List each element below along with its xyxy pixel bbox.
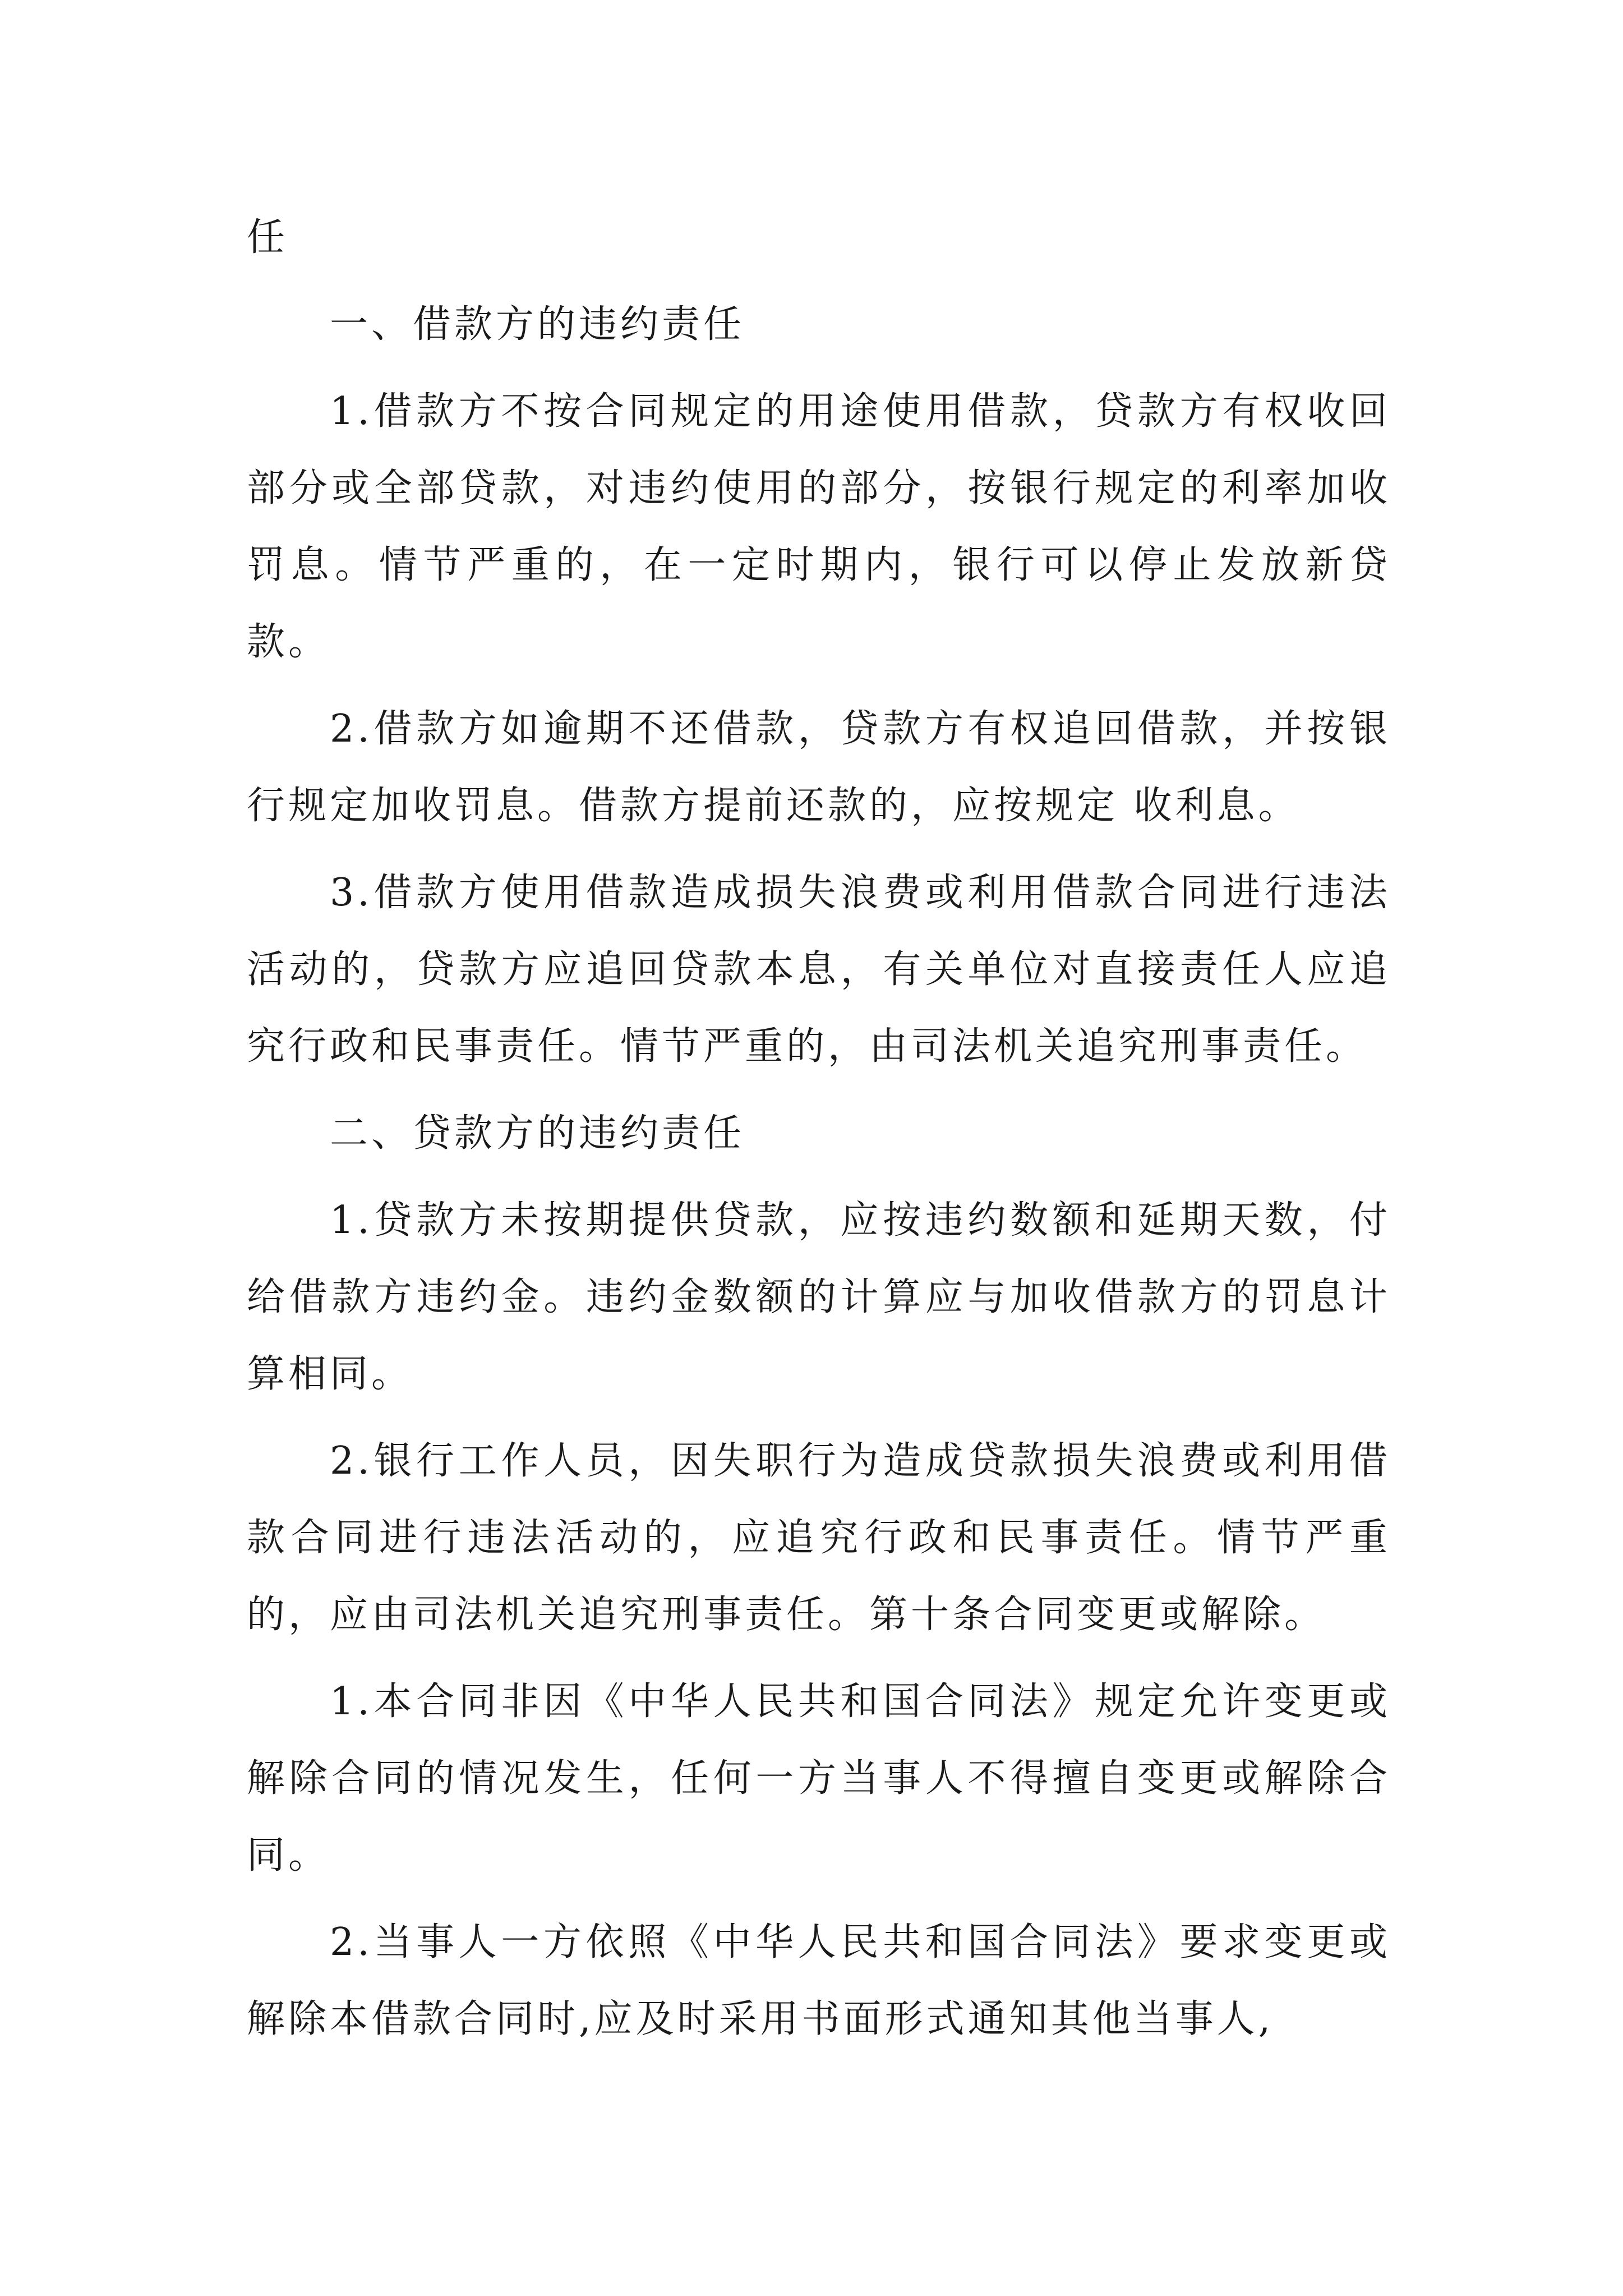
paragraph-continuation: 任 (247, 215, 289, 260)
document-body (247, 199, 1391, 2058)
paragraph-borrower-item-3: 3.借款方使用借款造成损失浪费或利用借款合同进行违法活动的，贷款方应追回贷款本息，有关单位对直接责任人应追究行政和民事责任。情节严重的，由司法机关追究刑事责任。 (247, 871, 1391, 1069)
paragraph-change-item-2: 2.当事人一方依照《中华人民共和国合同法》要求变更或解除本借款合同时,应及时采用书面形式通知其他当事人, (247, 1920, 1391, 2041)
heading-borrower-liability: 一、借款方的违约责任 (330, 302, 745, 347)
paragraph-borrower-item-2: 2.借款方如逾期不还借款，贷款方有权追回借款，并按银行规定加收罚息。借款方提前还款的，应按规定 收利息。 (247, 707, 1391, 828)
paragraph-borrower-item-1: 1.借款方不按合同规定的用途使用借款，贷款方有权收回部分或全部贷款，对违约使用的部分，按银行规定的利率加收罚息。情节严重的，在一定时期内，银行可以停止发放新贷款。 (247, 389, 1391, 664)
heading-lender-liability: 二、贷款方的违约责任 (330, 1111, 745, 1156)
paragraph-change-item-1: 1.本合同非因《中华人民共和国合同法》规定允许变更或解除合同的情况发生，任何一方当事人不得擅自变更或解除合同。 (247, 1680, 1391, 1878)
paragraph-lender-item-2: 2.银行工作人员，因失职行为造成贷款损失浪费或利用借款合同进行违法活动的，应追究行政和民事责任。情节严重的，应由司法机关追究刑事责任。第十条合同变更或解除。 (247, 1439, 1391, 1637)
paragraph-lender-item-1: 1.贷款方未按期提供贷款，应按违约数额和延期天数，付给借款方违约金。违约金数额的计算应与加收借款方的罚息计算相同。 (247, 1198, 1391, 1396)
